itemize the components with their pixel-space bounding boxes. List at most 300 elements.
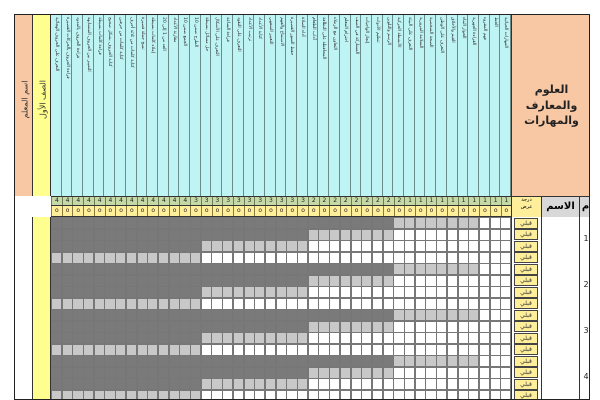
grade-cell[interactable] [329, 298, 340, 310]
grade-cell[interactable] [479, 240, 490, 252]
grade-cell[interactable] [415, 332, 426, 344]
grade-cell[interactable] [286, 309, 297, 321]
grade-cell[interactable] [404, 378, 415, 390]
grade-cell[interactable] [458, 390, 469, 400]
grade-cell[interactable] [190, 252, 201, 264]
grade-cell[interactable] [179, 344, 190, 356]
grade-cell[interactable] [137, 263, 148, 275]
grade-cell[interactable] [340, 229, 351, 241]
grade-cell[interactable] [233, 390, 244, 400]
grade-cell[interactable] [147, 275, 158, 287]
grade-cell[interactable] [318, 275, 329, 287]
grade-cell[interactable] [393, 229, 404, 241]
grade-cell[interactable] [94, 321, 105, 333]
grade-cell[interactable] [351, 367, 362, 379]
grade-cell[interactable] [404, 332, 415, 344]
grade-cell[interactable] [147, 355, 158, 367]
grade-cell[interactable] [286, 229, 297, 241]
grade-cell[interactable] [94, 217, 105, 229]
grade-cell[interactable] [490, 263, 501, 275]
grade-cell[interactable] [104, 263, 115, 275]
grade-cell[interactable] [479, 332, 490, 344]
grade-cell[interactable] [211, 344, 222, 356]
grade-cell[interactable] [500, 217, 511, 229]
grade-cell[interactable] [425, 344, 436, 356]
grade-cell[interactable] [340, 298, 351, 310]
grade-cell[interactable] [244, 275, 255, 287]
grade-cell[interactable] [169, 229, 180, 241]
grade-cell[interactable] [490, 390, 501, 400]
grade-cell[interactable] [51, 355, 62, 367]
grade-cell[interactable] [361, 275, 372, 287]
grade-cell[interactable] [286, 332, 297, 344]
grade-cell[interactable] [318, 344, 329, 356]
grade-cell[interactable] [244, 229, 255, 241]
grade-cell[interactable] [490, 378, 501, 390]
grade-cell[interactable] [458, 229, 469, 241]
grade-cell[interactable] [83, 217, 94, 229]
grade-cell[interactable] [104, 390, 115, 400]
grade-cell[interactable] [51, 217, 62, 229]
grade-cell[interactable] [254, 390, 265, 400]
grade-cell[interactable] [436, 286, 447, 298]
grade-cell[interactable] [286, 217, 297, 229]
grade-cell[interactable] [361, 378, 372, 390]
grade-cell[interactable] [340, 263, 351, 275]
grade-cell[interactable] [94, 390, 105, 400]
grade-cell[interactable] [265, 275, 276, 287]
grade-cell[interactable] [254, 229, 265, 241]
grade-cell[interactable] [158, 217, 169, 229]
grade-cell[interactable] [404, 344, 415, 356]
grade-cell[interactable] [318, 217, 329, 229]
grade-cell[interactable] [265, 367, 276, 379]
grade-cell[interactable] [308, 367, 319, 379]
grade-cell[interactable] [404, 298, 415, 310]
grade-cell[interactable] [83, 275, 94, 287]
grade-cell[interactable] [222, 240, 233, 252]
grade-cell[interactable] [201, 275, 212, 287]
grade-cell[interactable] [383, 321, 394, 333]
grade-cell[interactable] [72, 298, 83, 310]
grade-cell[interactable] [351, 252, 362, 264]
grade-cell[interactable] [404, 252, 415, 264]
grade-cell[interactable] [72, 355, 83, 367]
grade-cell[interactable] [211, 286, 222, 298]
grade-cell[interactable] [393, 309, 404, 321]
grade-cell[interactable] [308, 378, 319, 390]
grade-cell[interactable] [51, 390, 62, 400]
grade-cell[interactable] [72, 275, 83, 287]
grade-cell[interactable] [169, 275, 180, 287]
grade-cell[interactable] [351, 390, 362, 400]
grade-cell[interactable] [233, 217, 244, 229]
grade-cell[interactable] [479, 286, 490, 298]
grade-cell[interactable] [265, 252, 276, 264]
grade-cell[interactable] [190, 217, 201, 229]
grade-cell[interactable] [190, 344, 201, 356]
grade-cell[interactable] [51, 298, 62, 310]
grade-cell[interactable] [447, 252, 458, 264]
grade-cell[interactable] [318, 378, 329, 390]
grade-cell[interactable] [179, 217, 190, 229]
grade-cell[interactable] [500, 344, 511, 356]
grade-cell[interactable] [468, 390, 479, 400]
grade-cell[interactable] [479, 355, 490, 367]
grade-cell[interactable] [83, 252, 94, 264]
grade-cell[interactable] [179, 367, 190, 379]
grade-cell[interactable] [458, 321, 469, 333]
grade-cell[interactable] [425, 252, 436, 264]
grade-cell[interactable] [169, 252, 180, 264]
grade-cell[interactable] [490, 217, 501, 229]
grade-cell[interactable] [72, 332, 83, 344]
grade-cell[interactable] [468, 252, 479, 264]
grade-cell[interactable] [51, 240, 62, 252]
grade-cell[interactable] [351, 355, 362, 367]
grade-cell[interactable] [244, 367, 255, 379]
grade-cell[interactable] [393, 390, 404, 400]
grade-cell[interactable] [233, 240, 244, 252]
grade-cell[interactable] [393, 263, 404, 275]
grade-cell[interactable] [340, 321, 351, 333]
grade-cell[interactable] [51, 332, 62, 344]
grade-cell[interactable] [115, 229, 126, 241]
grade-cell[interactable] [137, 309, 148, 321]
grade-cell[interactable] [490, 355, 501, 367]
grade-cell[interactable] [447, 298, 458, 310]
grade-cell[interactable] [104, 229, 115, 241]
grade-cell[interactable] [340, 309, 351, 321]
grade-cell[interactable] [458, 332, 469, 344]
grade-cell[interactable] [479, 367, 490, 379]
grade-cell[interactable] [169, 321, 180, 333]
grade-cell[interactable] [351, 263, 362, 275]
grade-cell[interactable] [190, 332, 201, 344]
grade-cell[interactable] [201, 332, 212, 344]
grade-cell[interactable] [329, 240, 340, 252]
grade-cell[interactable] [490, 332, 501, 344]
grade-cell[interactable] [458, 252, 469, 264]
grade-cell[interactable] [104, 298, 115, 310]
grade-cell[interactable] [265, 263, 276, 275]
grade-cell[interactable] [297, 229, 308, 241]
grade-cell[interactable] [308, 321, 319, 333]
grade-cell[interactable] [458, 309, 469, 321]
grade-cell[interactable] [447, 286, 458, 298]
grade-cell[interactable] [222, 390, 233, 400]
grade-cell[interactable] [244, 355, 255, 367]
grade-cell[interactable] [276, 332, 287, 344]
grade-cell[interactable] [425, 332, 436, 344]
grade-cell[interactable] [51, 367, 62, 379]
grade-cell[interactable] [436, 217, 447, 229]
grade-cell[interactable] [361, 298, 372, 310]
grade-cell[interactable] [137, 344, 148, 356]
grade-cell[interactable] [490, 252, 501, 264]
grade-cell[interactable] [415, 344, 426, 356]
grade-cell[interactable] [179, 309, 190, 321]
grade-cell[interactable] [137, 332, 148, 344]
grade-cell[interactable] [404, 321, 415, 333]
grade-cell[interactable] [126, 240, 137, 252]
grade-cell[interactable] [372, 309, 383, 321]
grade-cell[interactable] [104, 286, 115, 298]
grade-cell[interactable] [72, 344, 83, 356]
grade-cell[interactable] [190, 309, 201, 321]
grade-cell[interactable] [276, 252, 287, 264]
grade-cell[interactable] [137, 275, 148, 287]
grade-cell[interactable] [468, 240, 479, 252]
grade-cell[interactable] [211, 355, 222, 367]
grade-cell[interactable] [372, 344, 383, 356]
grade-cell[interactable] [340, 332, 351, 344]
grade-cell[interactable] [458, 286, 469, 298]
grade-cell[interactable] [500, 309, 511, 321]
grade-cell[interactable] [500, 378, 511, 390]
grade-cell[interactable] [94, 355, 105, 367]
grade-cell[interactable] [436, 355, 447, 367]
grade-cell[interactable] [297, 217, 308, 229]
grade-cell[interactable] [126, 344, 137, 356]
grade-cell[interactable] [297, 309, 308, 321]
grade-cell[interactable] [490, 229, 501, 241]
grade-cell[interactable] [361, 252, 372, 264]
grade-cell[interactable] [147, 229, 158, 241]
grade-cell[interactable] [104, 252, 115, 264]
grade-cell[interactable] [425, 355, 436, 367]
grade-cell[interactable] [126, 229, 137, 241]
grade-cell[interactable] [383, 263, 394, 275]
grade-cell[interactable] [201, 378, 212, 390]
grade-cell[interactable] [447, 367, 458, 379]
grade-cell[interactable] [158, 298, 169, 310]
grade-cell[interactable] [372, 321, 383, 333]
grade-cell[interactable] [468, 217, 479, 229]
grade-cell[interactable] [94, 275, 105, 287]
grade-cell[interactable] [244, 217, 255, 229]
grade-cell[interactable] [51, 378, 62, 390]
grade-cell[interactable] [190, 378, 201, 390]
grade-cell[interactable] [425, 298, 436, 310]
grade-cell[interactable] [436, 263, 447, 275]
grade-cell[interactable] [297, 286, 308, 298]
grade-cell[interactable] [415, 367, 426, 379]
grade-cell[interactable] [415, 217, 426, 229]
grade-cell[interactable] [479, 378, 490, 390]
grade-cell[interactable] [94, 252, 105, 264]
grade-cell[interactable] [468, 378, 479, 390]
grade-cell[interactable] [265, 332, 276, 344]
grade-cell[interactable] [126, 263, 137, 275]
grade-cell[interactable] [415, 286, 426, 298]
grade-cell[interactable] [276, 263, 287, 275]
grade-cell[interactable] [404, 367, 415, 379]
grade-cell[interactable] [318, 229, 329, 241]
grade-cell[interactable] [72, 252, 83, 264]
grade-cell[interactable] [276, 217, 287, 229]
grade-cell[interactable] [372, 286, 383, 298]
grade-cell[interactable] [233, 298, 244, 310]
grade-cell[interactable] [308, 390, 319, 400]
grade-cell[interactable] [479, 252, 490, 264]
grade-cell[interactable] [404, 355, 415, 367]
grade-cell[interactable] [393, 367, 404, 379]
grade-cell[interactable] [329, 390, 340, 400]
grade-cell[interactable] [201, 286, 212, 298]
grade-cell[interactable] [201, 252, 212, 264]
grade-cell[interactable] [115, 367, 126, 379]
grade-cell[interactable] [233, 309, 244, 321]
grade-cell[interactable] [286, 378, 297, 390]
grade-cell[interactable] [447, 344, 458, 356]
grade-cell[interactable] [115, 321, 126, 333]
grade-cell[interactable] [383, 298, 394, 310]
grade-cell[interactable] [94, 344, 105, 356]
grade-cell[interactable] [318, 309, 329, 321]
grade-cell[interactable] [351, 332, 362, 344]
grade-cell[interactable] [104, 332, 115, 344]
grade-cell[interactable] [276, 298, 287, 310]
grade-cell[interactable] [201, 263, 212, 275]
grade-cell[interactable] [286, 240, 297, 252]
grade-cell[interactable] [265, 378, 276, 390]
grade-cell[interactable] [104, 309, 115, 321]
grade-cell[interactable] [436, 252, 447, 264]
grade-cell[interactable] [286, 321, 297, 333]
grade-cell[interactable] [126, 390, 137, 400]
grade-cell[interactable] [308, 332, 319, 344]
grade-cell[interactable] [51, 263, 62, 275]
grade-cell[interactable] [383, 286, 394, 298]
grade-cell[interactable] [137, 240, 148, 252]
grade-cell[interactable] [254, 252, 265, 264]
grade-cell[interactable] [329, 367, 340, 379]
grade-cell[interactable] [383, 390, 394, 400]
grade-cell[interactable] [222, 229, 233, 241]
grade-cell[interactable] [211, 367, 222, 379]
grade-cell[interactable] [425, 217, 436, 229]
grade-cell[interactable] [51, 286, 62, 298]
grade-cell[interactable] [308, 355, 319, 367]
grade-cell[interactable] [415, 229, 426, 241]
grade-cell[interactable] [222, 298, 233, 310]
grade-cell[interactable] [329, 217, 340, 229]
grade-cell[interactable] [425, 263, 436, 275]
grade-cell[interactable] [318, 240, 329, 252]
grade-cell[interactable] [329, 321, 340, 333]
grade-cell[interactable] [490, 286, 501, 298]
grade-cell[interactable] [126, 378, 137, 390]
grade-cell[interactable] [404, 309, 415, 321]
grade-cell[interactable] [83, 309, 94, 321]
grade-cell[interactable] [83, 298, 94, 310]
grade-cell[interactable] [286, 344, 297, 356]
grade-cell[interactable] [286, 286, 297, 298]
grade-cell[interactable] [158, 390, 169, 400]
grade-cell[interactable] [415, 390, 426, 400]
grade-cell[interactable] [318, 332, 329, 344]
grade-cell[interactable] [500, 321, 511, 333]
grade-cell[interactable] [318, 367, 329, 379]
grade-cell[interactable] [179, 286, 190, 298]
grade-cell[interactable] [244, 298, 255, 310]
grade-cell[interactable] [169, 390, 180, 400]
grade-cell[interactable] [211, 275, 222, 287]
grade-cell[interactable] [308, 344, 319, 356]
grade-cell[interactable] [179, 263, 190, 275]
grade-cell[interactable] [318, 390, 329, 400]
grade-cell[interactable] [286, 263, 297, 275]
grade-cell[interactable] [72, 286, 83, 298]
grade-cell[interactable] [383, 229, 394, 241]
grade-cell[interactable] [201, 321, 212, 333]
grade-cell[interactable] [62, 263, 73, 275]
grade-cell[interactable] [468, 321, 479, 333]
grade-cell[interactable] [265, 344, 276, 356]
grade-cell[interactable] [94, 263, 105, 275]
grade-cell[interactable] [361, 367, 372, 379]
grade-cell[interactable] [425, 240, 436, 252]
grade-cell[interactable] [233, 344, 244, 356]
grade-cell[interactable] [479, 229, 490, 241]
grade-cell[interactable] [318, 355, 329, 367]
grade-cell[interactable] [254, 378, 265, 390]
grade-cell[interactable] [104, 344, 115, 356]
grade-cell[interactable] [393, 252, 404, 264]
grade-cell[interactable] [83, 378, 94, 390]
grade-cell[interactable] [211, 240, 222, 252]
grade-cell[interactable] [329, 263, 340, 275]
grade-cell[interactable] [211, 217, 222, 229]
grade-cell[interactable] [72, 390, 83, 400]
grade-cell[interactable] [222, 321, 233, 333]
grade-cell[interactable] [211, 309, 222, 321]
grade-cell[interactable] [137, 321, 148, 333]
grade-cell[interactable] [458, 263, 469, 275]
grade-cell[interactable] [72, 309, 83, 321]
grade-cell[interactable] [201, 217, 212, 229]
grade-cell[interactable] [254, 309, 265, 321]
grade-cell[interactable] [393, 217, 404, 229]
grade-cell[interactable] [436, 309, 447, 321]
grade-cell[interactable] [490, 367, 501, 379]
grade-cell[interactable] [211, 298, 222, 310]
grade-cell[interactable] [94, 367, 105, 379]
grade-cell[interactable] [447, 332, 458, 344]
grade-cell[interactable] [126, 275, 137, 287]
grade-cell[interactable] [308, 229, 319, 241]
grade-cell[interactable] [158, 240, 169, 252]
grade-cell[interactable] [254, 275, 265, 287]
grade-cell[interactable] [297, 332, 308, 344]
grade-cell[interactable] [244, 252, 255, 264]
grade-cell[interactable] [201, 298, 212, 310]
grade-cell[interactable] [147, 390, 158, 400]
grade-cell[interactable] [137, 298, 148, 310]
grade-cell[interactable] [372, 217, 383, 229]
grade-cell[interactable] [404, 229, 415, 241]
grade-cell[interactable] [286, 252, 297, 264]
grade-cell[interactable] [436, 367, 447, 379]
grade-cell[interactable] [211, 378, 222, 390]
grade-cell[interactable] [308, 298, 319, 310]
grade-cell[interactable] [211, 252, 222, 264]
student-name-column[interactable] [541, 217, 579, 400]
grade-cell[interactable] [265, 217, 276, 229]
grade-cell[interactable] [468, 263, 479, 275]
grade-cell[interactable] [340, 252, 351, 264]
